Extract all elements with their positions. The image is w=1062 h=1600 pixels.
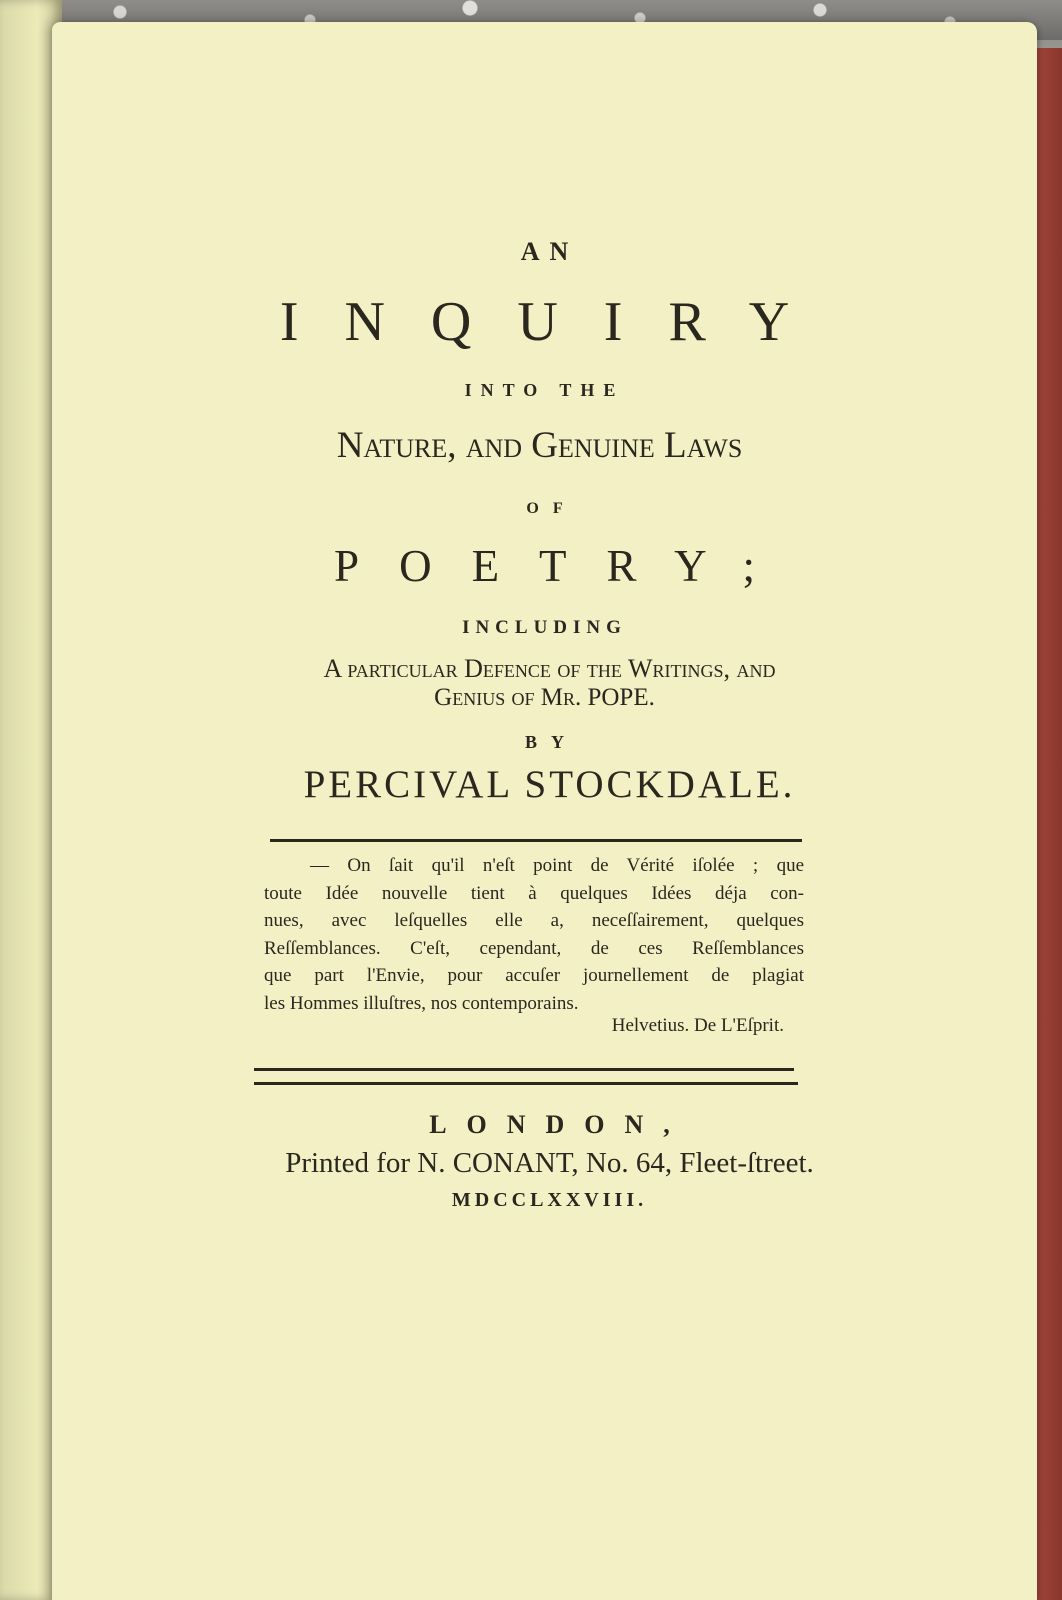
- double-rule-bottom: [254, 1082, 798, 1085]
- author-name: PERCIVAL STOCKDALE.: [303, 763, 796, 806]
- epigraph-line: les Hommes illuſtres, nos contemporains.: [264, 992, 579, 1014]
- epigraph-line: — On ſait qu'il n'eſt point de Vérité iſolée ; que: [310, 855, 804, 876]
- imprint-city: LONDON,: [429, 1110, 690, 1139]
- title-article: AN: [520, 237, 579, 266]
- title-page: [52, 22, 1037, 1600]
- epigraph-line: nues, avec leſquelles elle a, neceſſairement, quelques: [264, 910, 804, 931]
- divider-rule: [270, 839, 802, 842]
- epigraph-line: toute Idée nouvelle tient à quelques Idées déja con-: [264, 882, 804, 904]
- epigraph: [264, 852, 804, 1017]
- defence-line-1: A particular Defence of the Writings, and: [323, 654, 776, 683]
- imprint-printer: Printed for N. CONANT, No. 64, Fleet-ſtreet.: [285, 1147, 814, 1179]
- main-title: INQUIRY: [279, 291, 836, 353]
- title-connector-into-the: INTO THE: [464, 380, 625, 400]
- double-rule-top: [254, 1068, 794, 1071]
- title-by: BY: [524, 732, 578, 752]
- imprint-year: MDCCLXXVIII.: [451, 1189, 648, 1211]
- defence-line-2: Genius of Mr. POPE.: [434, 684, 655, 711]
- epigraph-attribution: Helvetius. De L'Eſprit.: [611, 1015, 784, 1036]
- title-connector-of: OF: [526, 500, 577, 517]
- subtitle-nature-laws: Nature, and Genuine Laws: [336, 425, 743, 466]
- title-poetry: POETRY;: [334, 541, 795, 591]
- epigraph-line: Reſſemblances. C'eſt, cependant, de ces Reſſemblances: [264, 937, 804, 959]
- epigraph-line: que part l'Envie, pour accuſer journellement de plagiat: [264, 965, 804, 986]
- title-including: INCLUDING: [462, 617, 627, 638]
